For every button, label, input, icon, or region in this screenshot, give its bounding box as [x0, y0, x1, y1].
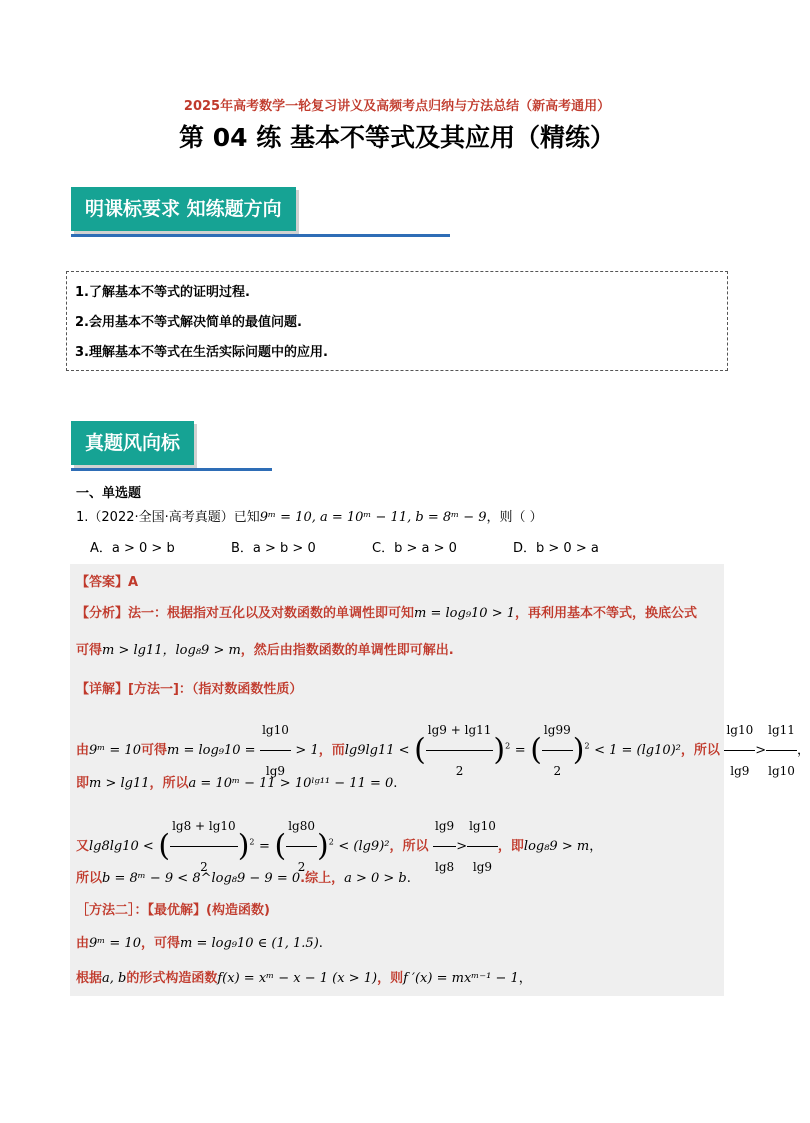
math: 9ᵐ = 10 [89, 936, 141, 951]
paren-open: ( [414, 732, 426, 768]
text: 由 [76, 743, 90, 758]
numerator: lg10 [467, 806, 498, 847]
exponent: 2 [328, 837, 334, 847]
exponent: 2 [249, 837, 255, 847]
numerator: lg11 [766, 710, 797, 751]
period: . [406, 871, 411, 886]
text: .综上， [300, 871, 345, 886]
section-header-exam-trends [71, 421, 194, 465]
math: lg9lg11 < [344, 743, 410, 758]
paren-open: ( [274, 828, 287, 864]
detail-line-6 [76, 967, 532, 986]
paren-open: ( [530, 732, 542, 768]
greater-than: > [755, 743, 767, 758]
math: m = log₉10 = [166, 743, 256, 758]
equals: = [259, 839, 270, 854]
analysis-label: 【分析】 [76, 606, 129, 621]
requirement-item: 2.会用基本不等式解决简单的最值问题. [75, 315, 302, 330]
math: a, b [102, 971, 127, 986]
option-b[interactable]: B．a > b > 0 [231, 541, 316, 556]
fraction [542, 710, 573, 791]
paren-close: ) [317, 828, 329, 864]
math: f ′(x) = mxᵐ⁻¹ − 1 [403, 971, 519, 986]
section-heading: 明课标要求 知练题方向 [71, 187, 296, 231]
greater-than: > [456, 839, 468, 854]
equals: = [514, 743, 526, 758]
period: . [393, 776, 398, 791]
numerator: lg99 [542, 710, 573, 751]
detail-line-1 [76, 710, 810, 778]
numerator: lg9 + lg11 [426, 710, 494, 751]
analysis-math: m > lg11，log₈9 > m [102, 643, 241, 658]
section-underline [71, 234, 450, 237]
analysis-line-2 [76, 639, 454, 658]
text: ，而 [318, 743, 345, 758]
question-tail: ，则（ ） [486, 510, 543, 525]
option-d[interactable]: D．b > 0 > a [513, 541, 599, 556]
numerator: lg80 [286, 806, 317, 847]
analysis-text: 可得 [76, 643, 103, 658]
period: . [318, 936, 323, 951]
text: 的形式构造函数 [126, 971, 218, 986]
fraction [426, 710, 494, 791]
exponent: 2 [584, 741, 590, 751]
detail-line-5 [76, 932, 323, 951]
method-2-label: ［方法二］：【最优解】(构造函数) [76, 903, 270, 918]
paren-close: ) [237, 828, 250, 864]
document-title: 第 04 练 基本不等式及其应用（精练） [179, 123, 615, 152]
text: 根据 [76, 971, 103, 986]
denominator: lg9 [472, 860, 493, 874]
option-c[interactable]: C．b > a > 0 [372, 541, 457, 556]
section-header-requirements [71, 187, 296, 231]
numerator: lg8 + lg10 [170, 806, 238, 847]
math: a = 10ᵐ − 11 > 10ˡᵍ¹¹ − 11 = 0 [188, 776, 394, 791]
text: ，即 [497, 839, 524, 854]
denominator: lg10 [768, 764, 795, 778]
math: m = log₉10 ∈ (1, 1.5) [179, 936, 319, 951]
text: 所以 [76, 871, 103, 886]
math: b = 8ᵐ − 9 < 8^log₈9 − 9 = 0 [102, 871, 301, 886]
detail-line-4 [76, 867, 411, 886]
text: ，所以 [149, 776, 189, 791]
analysis-text: ，再利用基本不等式，换底公式 [515, 606, 698, 621]
fraction [467, 806, 498, 887]
text: ，可得 [140, 936, 180, 951]
option-a[interactable]: A．a > 0 > b [90, 541, 175, 556]
answer-line: 【答案】A [76, 575, 139, 590]
math: log₈9 > m [523, 839, 590, 854]
method-1-label: [方法一]：（指对数函数性质） [128, 682, 303, 697]
analysis-math: m = log₉10 > 1 [414, 606, 516, 621]
part-label: 一、单选题 [76, 486, 142, 501]
numerator: lg10 [260, 710, 291, 751]
math: 9ᵐ = 10 [89, 743, 141, 758]
requirements-box [66, 271, 728, 371]
denominator: lg8 [435, 860, 455, 874]
comma: ， [589, 839, 603, 854]
text: ，所以 [389, 839, 429, 854]
math: f(x) = xᵐ − x − 1 (x > 1) [217, 971, 378, 986]
detail-line-3 [76, 806, 603, 874]
math: a > 0 > b [344, 871, 407, 886]
denominator: 2 [297, 860, 306, 874]
denominator: 2 [553, 764, 562, 778]
paren-open: ( [158, 828, 171, 864]
comma: ， [518, 971, 532, 986]
denominator: lg9 [730, 764, 750, 778]
analysis-line-1 [76, 602, 697, 621]
math: lg8lg10 < [89, 839, 154, 854]
detail-label: 【详解】 [76, 682, 129, 697]
requirement-item: 1.了解基本不等式的证明过程. [75, 285, 250, 300]
section-heading: 真题风向标 [71, 421, 194, 465]
fraction [724, 710, 755, 791]
denominator: 2 [455, 764, 464, 778]
detail-line-2 [76, 772, 397, 791]
paren-close: ) [493, 732, 506, 768]
text: 即 [76, 776, 90, 791]
text: ，所以 [680, 743, 720, 758]
question-stem [76, 506, 543, 525]
math: m > lg11 [89, 776, 150, 791]
text: ，则 [377, 971, 404, 986]
fraction [766, 710, 797, 791]
text: 可得 [140, 743, 167, 758]
document-subtitle: 2025年高考数学一轮复习讲义及高频考点归纳与方法总结（新高考通用） [183, 99, 611, 114]
exponent: 2 [505, 741, 511, 751]
denominator: 2 [200, 860, 208, 874]
math: < 1 = (lg10)² [594, 743, 681, 758]
paren-close: ) [572, 732, 585, 768]
text: 又 [76, 839, 90, 854]
answer-options [90, 537, 730, 556]
question-source: 1.（2022·全国·高考真题）已知 [76, 510, 260, 525]
numerator: lg10 [724, 710, 755, 751]
text: 由 [76, 936, 90, 951]
denominator: lg9 [265, 764, 286, 778]
section-underline [71, 468, 272, 471]
math: < (lg9)² [338, 839, 390, 854]
question-math: 9ᵐ = 10, a = 10ᵐ − 11, b = 8ᵐ − 9 [259, 510, 487, 525]
analysis-text: ，然后由指数函数的单调性即可解出. [240, 643, 454, 658]
fraction [433, 806, 456, 887]
math: > 1 [295, 743, 319, 758]
comma: ， [796, 743, 810, 758]
analysis-text: 法一：根据指对互化以及对数函数的单调性即可知 [128, 606, 415, 621]
detail-header [76, 678, 302, 697]
requirement-item: 3.理解基本不等式在生活实际问题中的应用. [75, 345, 328, 360]
numerator: lg9 [433, 806, 456, 847]
